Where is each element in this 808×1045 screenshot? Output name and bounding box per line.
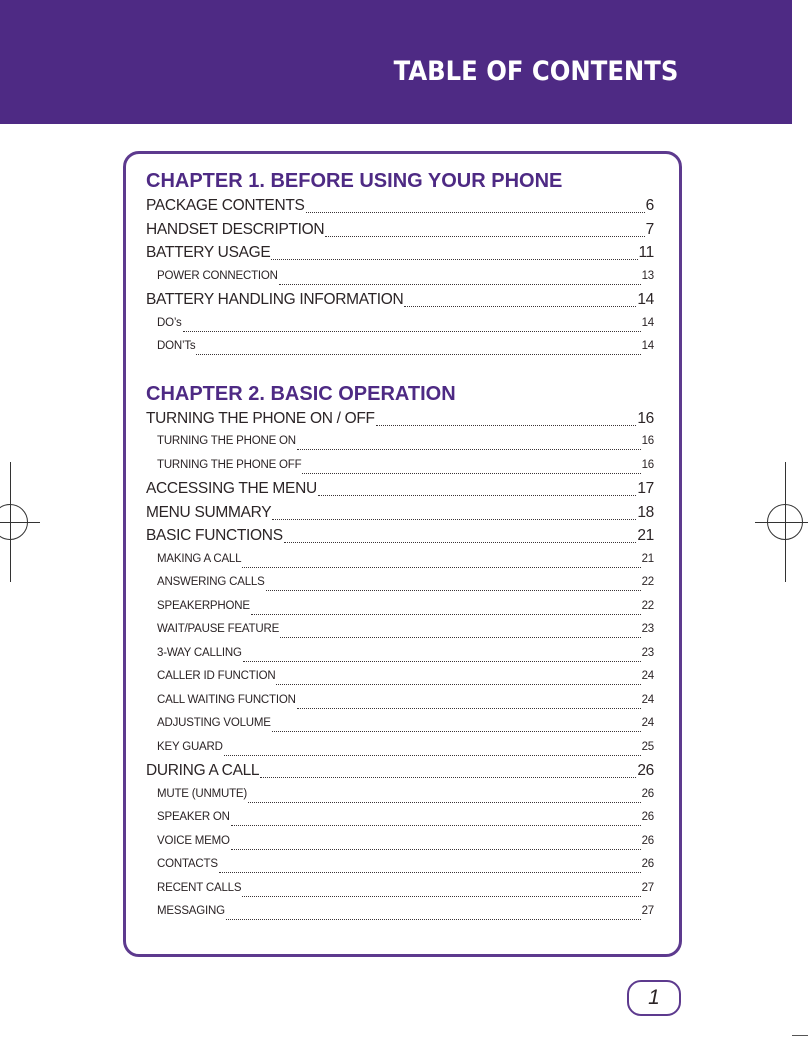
toc-entry-title: BATTERY USAGE [146,244,271,261]
toc-entry-page: 24 [641,717,654,729]
dot-leader [226,912,641,921]
toc-entry[interactable] [146,288,654,312]
dot-leader [231,818,641,827]
dot-leader [302,465,640,474]
toc-entry-title: HANDSET DESCRIPTION [146,220,325,238]
toc-entry[interactable] [146,501,654,525]
chapter-heading: CHAPTER 2. BASIC OPERATION [146,382,456,405]
page-title: TABLE OF CONTENTS [393,56,678,87]
toc-entry-title: WAIT/PAUSE FEATURE [157,623,280,635]
toc-subentry[interactable] [146,877,654,901]
toc-entry[interactable] [146,407,654,431]
toc-subentry[interactable] [146,335,654,359]
toc-entry[interactable] [146,759,654,783]
toc-entry-title: 3-WAY CALLING [157,646,242,659]
table-of-contents [146,168,654,924]
toc-entry-page: 21 [637,527,654,544]
toc-entry-title: TURNING THE PHONE OFF [157,458,302,471]
toc-entry-page: 13 [641,269,654,282]
toc-entry-title: ANSWERING CALLS [157,576,265,588]
toc-entry-page: 26 [637,762,654,779]
toc-entry-title: SPEAKERPHONE [157,599,250,612]
dot-leader [242,559,640,568]
toc-entry-title: MUTE (UNMUTE) [157,787,248,800]
toc-entry-title: DURING A CALL [146,762,260,779]
toc-subentry[interactable] [146,712,654,736]
toc-entry-page: 17 [637,480,654,497]
toc-entry-page: 22 [641,599,654,612]
toc-entry-title: VOICE MEMO [157,834,230,847]
toc-entry-title: MAKING A CALL [157,552,242,565]
toc-entry[interactable] [146,477,654,501]
toc-entry-page: 27 [641,905,654,917]
dot-leader [266,583,641,592]
toc-subentry[interactable] [146,642,654,666]
toc-entry-title: ACCESSING THE MENU [146,480,317,497]
dot-leader [306,202,645,214]
toc-entry-title: CALL WAITING FUNCTION [157,693,296,706]
toc-subentry[interactable] [146,618,654,642]
toc-entry-page: 26 [641,858,654,870]
toc-subentry[interactable] [146,736,654,760]
toc-entry-page: 23 [641,623,654,635]
toc-entry-title: PACKAGE CONTENTS [146,197,305,214]
toc-subentry[interactable] [146,265,654,289]
header-banner [0,0,792,124]
dot-leader [196,347,640,356]
toc-entry-page: 14 [637,291,654,308]
toc-entry-title: DON’Ts [157,340,196,352]
toc-entry-page: 6 [645,197,654,214]
toc-entry-title: TURNING THE PHONE ON / OFF [146,409,375,427]
dot-leader [325,225,644,237]
page-number-badge [627,980,681,1016]
toc-entry-page: 7 [645,220,654,238]
toc-subentry[interactable] [146,900,654,924]
toc-entry-page: 27 [641,881,654,894]
toc-subentry[interactable] [146,430,654,454]
dot-leader [297,700,641,709]
dot-leader [376,414,637,426]
registration-mark-left [0,462,60,582]
dot-leader [272,508,636,520]
dot-leader [279,276,641,285]
toc-entry-page: 24 [641,693,654,706]
toc-entry-title: RECENT CALLS [157,881,242,894]
toc-subentry[interactable] [146,454,654,478]
dot-leader [224,747,641,756]
toc-entry-title: SPEAKER ON [157,811,230,823]
dot-leader [404,296,636,308]
toc-entry-page: 24 [641,670,654,682]
toc-entry-page: 16 [641,458,654,471]
toc-entry[interactable] [146,218,654,242]
dot-leader [271,249,637,261]
toc-subentry[interactable] [146,853,654,877]
dot-leader [183,323,641,332]
dot-leader [231,841,641,850]
toc-entry-title: MENU SUMMARY [146,503,272,521]
toc-entry-page: 26 [641,834,654,847]
toc-subentry[interactable] [146,595,654,619]
toc-subentry[interactable] [146,806,654,830]
dot-leader [260,767,636,779]
toc-entry[interactable] [146,524,654,548]
toc-entry-page: 14 [641,340,654,352]
toc-entry-page: 16 [637,409,654,427]
toc-entry-title: BATTERY HANDLING INFORMATION [146,291,404,308]
toc-entry-title: DO’s [157,316,182,329]
toc-entry-title: KEY GUARD [157,740,223,753]
trim-line [792,1035,808,1036]
toc-entry-page: 25 [641,740,654,753]
toc-entry-page: 23 [641,646,654,659]
toc-entry-title: ADJUSTING VOLUME [157,717,271,729]
toc-entry-title: MESSAGING [157,905,225,917]
toc-entry[interactable] [146,241,654,265]
toc-subentry[interactable] [146,689,654,713]
chapter-heading: CHAPTER 1. BEFORE USING YOUR PHONE [146,170,563,192]
toc-entry-page: 14 [641,316,654,329]
toc-subentry[interactable] [146,571,654,595]
toc-subentry[interactable] [146,830,654,854]
toc-entry-page: 16 [641,435,654,447]
toc-entry[interactable] [146,194,654,218]
dot-leader [276,677,640,686]
toc-entry-title: CALLER ID FUNCTION [157,670,276,682]
toc-entry-title: BASIC FUNCTIONS [146,527,283,544]
toc-subentry[interactable] [146,665,654,689]
dot-leader [297,442,641,451]
dot-leader [284,532,637,544]
toc-subentry[interactable] [146,312,654,336]
dot-leader [219,865,641,874]
toc-entry-page: 26 [641,787,654,800]
toc-entry-title: CONTACTS [157,858,218,870]
toc-entry-page: 11 [638,244,654,261]
toc-entry-title: POWER CONNECTION [157,269,278,282]
dot-leader [248,794,641,803]
toc-entry-page: 26 [641,811,654,823]
toc-entry-page: 21 [641,552,654,565]
dot-leader [251,606,641,615]
dot-leader [318,485,636,497]
dot-leader [272,724,641,733]
registration-mark-right [775,462,808,582]
dot-leader [243,653,641,662]
toc-entry-page: 18 [637,503,654,521]
toc-entry-page: 22 [641,576,654,588]
dot-leader [242,888,640,897]
page-number: 1 [648,986,660,1009]
toc-subentry[interactable] [146,783,654,807]
toc-subentry[interactable] [146,548,654,572]
toc-entry-title: TURNING THE PHONE ON [157,435,296,447]
dot-leader [280,630,641,639]
